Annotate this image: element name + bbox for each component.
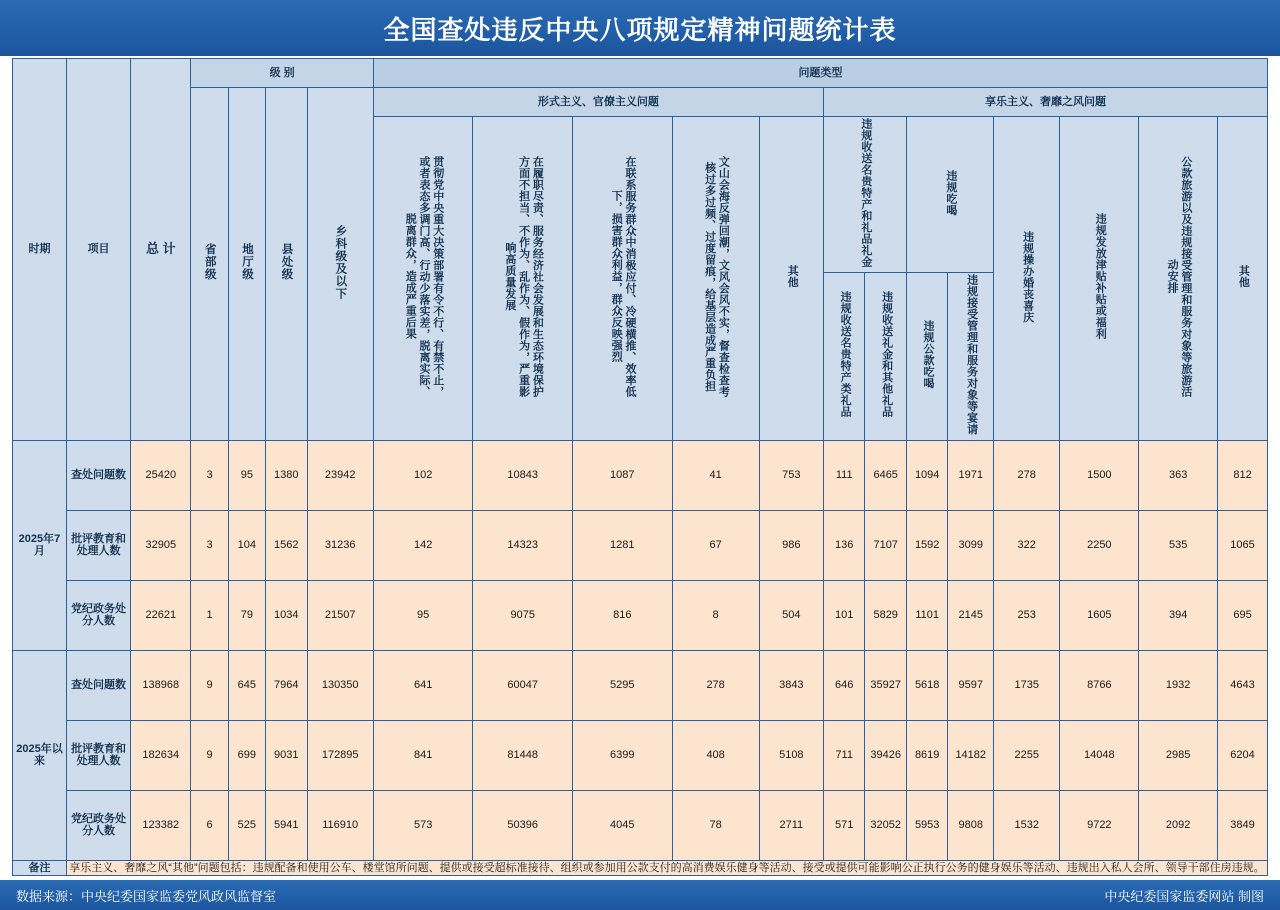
cell-hedonism-4: 253	[994, 580, 1060, 650]
cell-formalism-1: 60047	[473, 650, 573, 720]
header-level-2: 县处级	[266, 88, 307, 441]
cell-formalism-0: 573	[373, 790, 473, 860]
cell-level-1: 95	[228, 440, 265, 510]
cell-hedonism-1: 39426	[865, 720, 906, 790]
header-period: 时期	[13, 59, 67, 441]
cell-hedonism-6: 1932	[1139, 650, 1218, 720]
cell-hedonism-5: 14048	[1060, 720, 1139, 790]
cell-level-3: 130350	[307, 650, 373, 720]
cell-formalism-2: 5295	[573, 650, 673, 720]
header-formalism-1: 在履职尽责、服务经济社会发展和生态环境保护方面不担当、不作为、乱作为、假作为，严重影响高质量发展	[473, 117, 573, 441]
cell-level-0: 6	[191, 790, 228, 860]
cell-formalism-4: 2711	[759, 790, 823, 860]
cell-hedonism-7: 3849	[1218, 790, 1268, 860]
cell-formalism-3: 278	[672, 650, 759, 720]
statistics-table	[12, 58, 1268, 876]
table-row	[13, 580, 1268, 650]
cell-total: 32905	[131, 510, 191, 580]
cell-hedonism-2: 1101	[906, 580, 947, 650]
cell-level-1: 645	[228, 650, 265, 720]
note-text: 享乐主义、奢靡之风“其他”问题包括：违规配备和使用公车、楼堂馆所问题、提供或接受超标准接待、组织或参加用公款支付的高消费娱乐健身等活动、接受或提供可能影响公正执行公务的健身娱乐等活动、违规出入私人会所、领导干部住房违规。	[66, 860, 1267, 876]
cell-level-1: 525	[228, 790, 265, 860]
cell-hedonism-0: 711	[823, 720, 864, 790]
cell-formalism-1: 50396	[473, 790, 573, 860]
cell-level-0: 3	[191, 440, 228, 510]
header-hedonism-0: 违规收送名贵特产类礼品	[823, 273, 864, 441]
cell-hedonism-2: 8619	[906, 720, 947, 790]
cell-level-2: 1034	[266, 580, 307, 650]
cell-hedonism-0: 646	[823, 650, 864, 720]
cell-hedonism-4: 278	[994, 440, 1060, 510]
header-hedonism-3: 违规接受管理和服务对象等宴请	[948, 273, 994, 441]
table-row	[13, 650, 1268, 720]
cell-hedonism-3: 1971	[948, 440, 994, 510]
cell-formalism-1: 10843	[473, 440, 573, 510]
cell-formalism-3: 41	[672, 440, 759, 510]
cell-hedonism-6: 2985	[1139, 720, 1218, 790]
cell-hedonism-1: 32052	[865, 790, 906, 860]
table-row	[13, 720, 1268, 790]
cell-hedonism-2: 5953	[906, 790, 947, 860]
cell-formalism-1: 14323	[473, 510, 573, 580]
cell-formalism-2: 1087	[573, 440, 673, 510]
cell-total: 25420	[131, 440, 191, 510]
cell-hedonism-2: 1592	[906, 510, 947, 580]
footer-credit: 中央纪委国家监委网站 制图	[1104, 888, 1264, 904]
cell-formalism-4: 504	[759, 580, 823, 650]
cell-level-0: 9	[191, 720, 228, 790]
header-hedonism-group-eat: 违规吃喝	[906, 117, 993, 273]
cell-formalism-4: 5108	[759, 720, 823, 790]
cell-hedonism-1: 7107	[865, 510, 906, 580]
cell-hedonism-3: 9808	[948, 790, 994, 860]
cell-hedonism-1: 35927	[865, 650, 906, 720]
cell-total: 182634	[131, 720, 191, 790]
header-group-hedonism: 享乐主义、奢靡之风问题	[823, 88, 1267, 117]
row-label: 查处问题数	[66, 650, 130, 720]
cell-level-3: 172895	[307, 720, 373, 790]
header-formalism-0: 贯彻党中央重大决策部署有令不行、有禁不止，或者表态多调门高、行动少落实差，脱离实际、脱离群众，造成严重后果	[373, 117, 473, 441]
cell-level-3: 31236	[307, 510, 373, 580]
row-label: 党纪政务处分人数	[66, 580, 130, 650]
cell-formalism-3: 78	[672, 790, 759, 860]
header-level-1: 地厅级	[228, 88, 265, 441]
cell-level-0: 3	[191, 510, 228, 580]
header-hedonism-5: 违规发放津贴补贴或福利	[1060, 117, 1139, 441]
cell-formalism-3: 8	[672, 580, 759, 650]
cell-hedonism-7: 1065	[1218, 510, 1268, 580]
cell-hedonism-6: 2092	[1139, 790, 1218, 860]
cell-level-0: 9	[191, 650, 228, 720]
row-label: 查处问题数	[66, 440, 130, 510]
header-level-group: 级 别	[191, 59, 374, 88]
footer-source: 数据来源：中央纪委国家监委党风政风监督室	[16, 888, 277, 904]
cell-hedonism-5: 1500	[1060, 440, 1139, 510]
header-level-0: 省部级	[191, 88, 228, 441]
cell-hedonism-4: 1532	[994, 790, 1060, 860]
cell-formalism-2: 4045	[573, 790, 673, 860]
cell-hedonism-1: 5829	[865, 580, 906, 650]
page-title: 全国查处违反中央八项规定精神问题统计表	[383, 15, 897, 46]
cell-formalism-4: 986	[759, 510, 823, 580]
cell-hedonism-7: 695	[1218, 580, 1268, 650]
cell-level-3: 21507	[307, 580, 373, 650]
cell-formalism-0: 102	[373, 440, 473, 510]
header-total: 总 计	[131, 59, 191, 441]
period-label-0: 2025年7月	[13, 440, 67, 650]
cell-hedonism-4: 322	[994, 510, 1060, 580]
cell-formalism-2: 1281	[573, 510, 673, 580]
cell-formalism-2: 816	[573, 580, 673, 650]
cell-level-2: 7964	[266, 650, 307, 720]
table-body	[13, 440, 1268, 876]
cell-level-2: 1380	[266, 440, 307, 510]
header-hedonism-1: 违规收送礼金和其他礼品	[865, 273, 906, 441]
cell-level-2: 1562	[266, 510, 307, 580]
cell-formalism-1: 9075	[473, 580, 573, 650]
row-label: 党纪政务处分人数	[66, 790, 130, 860]
cell-level-1: 104	[228, 510, 265, 580]
row-label: 批评教育和处理人数	[66, 510, 130, 580]
header-problem-type: 问题类型	[373, 59, 1267, 88]
cell-total: 123382	[131, 790, 191, 860]
table-row	[13, 510, 1268, 580]
page-title-bar	[0, 0, 1280, 58]
cell-formalism-3: 67	[672, 510, 759, 580]
note-label: 备注	[13, 860, 67, 876]
header-formalism-2: 在联系服务群众中消极应付、冷硬横推、效率低下，损害群众利益，群众反映强烈	[573, 117, 673, 441]
cell-hedonism-1: 6465	[865, 440, 906, 510]
cell-hedonism-0: 111	[823, 440, 864, 510]
header-formalism-4: 其他	[759, 117, 823, 441]
cell-level-2: 9031	[266, 720, 307, 790]
header-formalism-3: 文山会海反弹回潮，文风会风不实，督查检查考核过多过频、过度留痕，给基层造成严重负担	[672, 117, 759, 441]
cell-total: 22621	[131, 580, 191, 650]
header-hedonism-4: 违规操办婚丧喜庆	[994, 117, 1060, 441]
cell-hedonism-0: 136	[823, 510, 864, 580]
cell-formalism-0: 95	[373, 580, 473, 650]
header-item: 项目	[66, 59, 130, 441]
cell-formalism-4: 3843	[759, 650, 823, 720]
cell-hedonism-5: 9722	[1060, 790, 1139, 860]
cell-hedonism-3: 9597	[948, 650, 994, 720]
cell-hedonism-5: 8766	[1060, 650, 1139, 720]
cell-hedonism-3: 3099	[948, 510, 994, 580]
cell-level-1: 79	[228, 580, 265, 650]
cell-formalism-1: 81448	[473, 720, 573, 790]
cell-total: 138968	[131, 650, 191, 720]
row-label: 批评教育和处理人数	[66, 720, 130, 790]
header-group-formalism: 形式主义、官僚主义问题	[373, 88, 823, 117]
header-hedonism-group-gift: 违规收送名贵特产和礼品礼金	[823, 117, 906, 273]
cell-hedonism-4: 1735	[994, 650, 1060, 720]
period-label-1: 2025年以来	[13, 650, 67, 860]
table-row	[13, 440, 1268, 510]
cell-formalism-0: 841	[373, 720, 473, 790]
cell-hedonism-6: 363	[1139, 440, 1218, 510]
cell-formalism-3: 408	[672, 720, 759, 790]
cell-hedonism-5: 1605	[1060, 580, 1139, 650]
cell-hedonism-3: 14182	[948, 720, 994, 790]
cell-hedonism-0: 571	[823, 790, 864, 860]
cell-hedonism-7: 4643	[1218, 650, 1268, 720]
header-hedonism-7: 其他	[1218, 117, 1268, 441]
header-hedonism-2: 违规公款吃喝	[906, 273, 947, 441]
cell-hedonism-2: 5618	[906, 650, 947, 720]
cell-hedonism-2: 1094	[906, 440, 947, 510]
cell-level-0: 1	[191, 580, 228, 650]
cell-formalism-4: 753	[759, 440, 823, 510]
cell-hedonism-3: 2145	[948, 580, 994, 650]
cell-hedonism-0: 101	[823, 580, 864, 650]
cell-formalism-0: 142	[373, 510, 473, 580]
cell-hedonism-5: 2250	[1060, 510, 1139, 580]
header-level-3: 乡科级及以下	[307, 88, 373, 441]
cell-level-1: 699	[228, 720, 265, 790]
cell-formalism-2: 6399	[573, 720, 673, 790]
cell-level-2: 5941	[266, 790, 307, 860]
cell-hedonism-7: 812	[1218, 440, 1268, 510]
note-row	[13, 860, 1268, 876]
footer-bar	[0, 880, 1280, 910]
table-row	[13, 790, 1268, 860]
cell-hedonism-7: 6204	[1218, 720, 1268, 790]
cell-level-3: 116910	[307, 790, 373, 860]
cell-hedonism-6: 394	[1139, 580, 1218, 650]
cell-formalism-0: 641	[373, 650, 473, 720]
cell-hedonism-6: 535	[1139, 510, 1218, 580]
cell-hedonism-4: 2255	[994, 720, 1060, 790]
header-hedonism-6: 公款旅游以及违规接受管理和服务对象等旅游活动安排	[1139, 117, 1218, 441]
cell-level-3: 23942	[307, 440, 373, 510]
